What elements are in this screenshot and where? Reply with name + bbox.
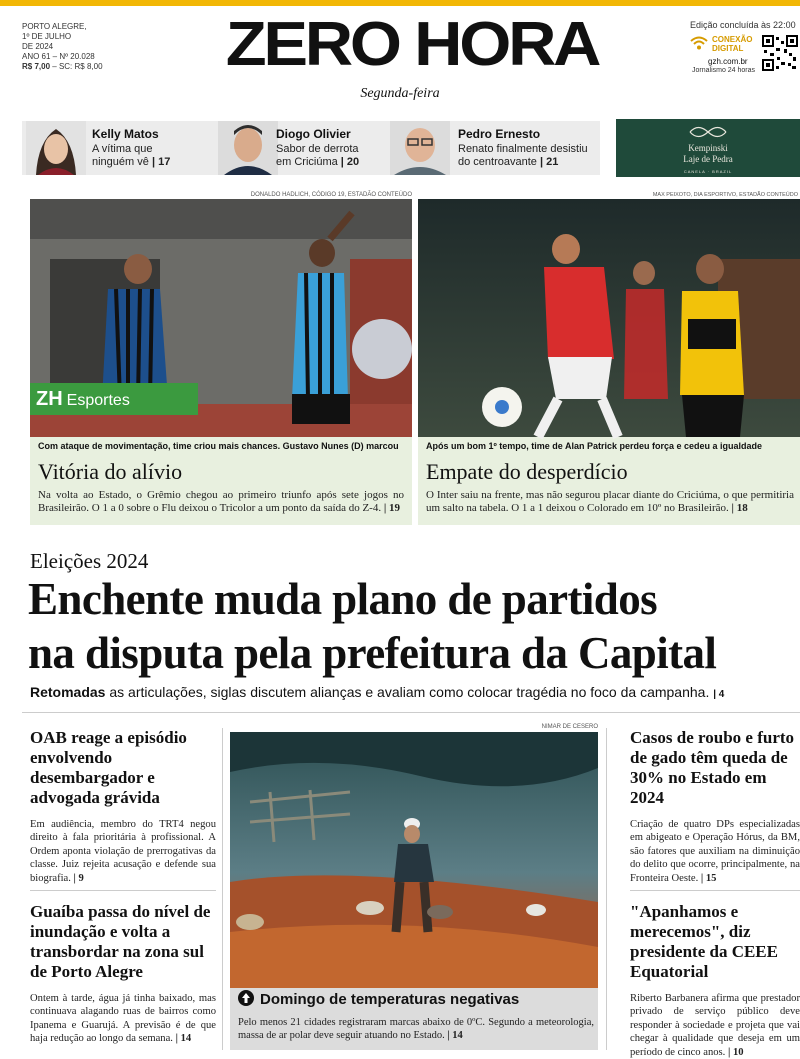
story-ceee[interactable] (630, 902, 800, 1059)
story-text: O Inter saiu na frente, mas não segurou placar diante do Criciúma, o que permitiria um salto na tabela. O 1 a 1 deixou o Colorado em 10º no Brasileirão. (426, 489, 794, 514)
photo-credit-left: DONALDO HADLICH, CÓDIGO 19, ESTADÃO CONTEÚDO (250, 192, 412, 198)
ad-subtitle: CANELA · BRAZIL (683, 169, 733, 174)
edition-info (22, 22, 132, 72)
story-body (38, 489, 404, 515)
teaser-line: ninguém vê (92, 156, 149, 168)
top-accent-bar (0, 0, 800, 6)
headline-line: na disputa pela prefeitura da Capital (28, 628, 717, 678)
photo-story-body (238, 1016, 594, 1042)
columnist-photo-kelly (26, 121, 86, 175)
edition-price: R$ 7,00 (22, 62, 51, 71)
page-ref: | 17 (151, 156, 171, 168)
story-text: Na volta ao Estado, o Grêmio chegou ao primeiro triunfo após sete jogos no Brasileirão. O 1 a 0 sobre o Flu deixou o Tricolor a um ponto da saída do Z-4. (38, 489, 404, 514)
journalism-tagline: Jornalismo 24 horas (692, 67, 756, 74)
zh-esportes-tag[interactable] (30, 383, 198, 415)
main-headline[interactable] (28, 572, 798, 680)
story-title[interactable]: Guaíba passa do nível de inundação e volta a transbordar na zona sul de Porto Alegre (30, 902, 211, 981)
page-ref: | 9 (73, 872, 84, 884)
headline-kicker: Eleições 2024 (30, 549, 149, 573)
page-ref: | 14 (175, 1033, 192, 1045)
edition-closed-time: Edição concluída às 22:00 (690, 20, 796, 30)
connection-line-2: DIGITAL (712, 44, 744, 53)
kempinski-logo-icon (688, 123, 728, 141)
story-text: Riberto Barbanera afirma que prestador privado de serviço público deve responder à sociedade e projeta que vai chegar à qualidade que deseja em um período de cinco anos. (630, 993, 800, 1058)
columnist-teaser-diogo (276, 143, 386, 169)
zh-logo-text: ZH (36, 388, 63, 410)
sports-panel-inter[interactable] (418, 199, 800, 525)
columnist-name-kelly[interactable]: Kelly Matos (92, 127, 159, 141)
inter-match-photo (418, 199, 800, 437)
story-body (426, 489, 794, 515)
page-ref: | 15 (700, 872, 717, 884)
story-cattle-theft[interactable] (630, 728, 800, 885)
photo-caption: Após um bom 1º tempo, time de Alan Patrick perdeu força e cedeu a igualdade (426, 441, 763, 451)
story-body (630, 818, 800, 885)
arrow-up-circle-icon (238, 990, 254, 1006)
story-title[interactable]: "Apanhamos e merecemos", diz presidente da CEEE Equatorial (630, 902, 778, 981)
story-body (30, 992, 216, 1046)
columnist-photo-pedro (390, 121, 450, 175)
columnist-name-diogo[interactable]: Diogo Olivier (276, 127, 351, 141)
ad-line: Laje de Pedra (683, 154, 733, 164)
site-url[interactable]: gzh.com.br (708, 57, 748, 66)
edition-date: 1º DE JULHO (22, 32, 72, 41)
ad-line: Kempinski (688, 143, 728, 153)
edition-city: PORTO ALEGRE, (22, 22, 87, 31)
sports-panel-gremio[interactable] (30, 199, 412, 525)
qr-code-icon[interactable] (762, 35, 798, 71)
photo-title-text: Domingo de temperaturas negativas (260, 991, 520, 1008)
deck-lead: Retomadas (30, 684, 106, 700)
deck-text: as articulações, siglas discutem alianças e avaliam como colocar tragédia no foco da campanha. (105, 684, 710, 700)
story-text: Criação de quatro DPs especializadas em abigeato e Operação Hórus, da BM, são fatores que auxiliam na diminuição do delito que ocorre, principalmente, na Fronteira Oeste. (630, 819, 800, 884)
columnists-strip (22, 121, 600, 175)
headline-line: Enchente muda plano de partidos (28, 574, 658, 624)
section-label: Esportes (66, 392, 130, 409)
page-ref: | 4 (713, 689, 725, 700)
kempinski-ad[interactable] (616, 119, 800, 177)
page-ref: | 21 (539, 156, 559, 168)
divider (22, 712, 800, 713)
story-text: Em audiência, membro do TRT4 negou direito à fala prioritária à profissional. A Ordem aponta violação de prerrogativas da classe. Juiz rejeita acusação e defende sua biografia. (30, 819, 216, 884)
story-title[interactable]: Empate do desperdício (426, 459, 628, 484)
teaser-line: do centroavante (458, 156, 537, 168)
edition-price-sc: – SC: R$ 8,00 (52, 62, 103, 71)
story-title[interactable]: OAB reage a episódio envolvendo desembargador e advogada grávida (30, 728, 187, 807)
story-body (30, 818, 216, 885)
page-ref: | 14 (447, 1030, 463, 1041)
digital-connection-label (712, 35, 752, 53)
headline-deck (30, 684, 800, 700)
wifi-icon (690, 36, 708, 50)
divider (630, 890, 800, 891)
connection-line-1: CONEXÃO (712, 35, 753, 44)
column-divider (222, 728, 223, 1050)
story-title[interactable]: Casos de roubo e furto de gado têm queda de 30% no Estado em 2024 (630, 728, 795, 807)
page-ref: | 20 (340, 156, 360, 168)
story-text: Pelo menos 21 cidades registraram marcas abaixo de 0ºC. Segundo a meteorologia, massa de ar polar deve seguir atuando no Estado. (238, 1017, 594, 1041)
teaser-line: A vítima que (92, 143, 153, 155)
column-divider (606, 728, 607, 1050)
photo-caption-bar (230, 988, 598, 1050)
story-oab[interactable] (30, 728, 216, 885)
photo-story-title[interactable] (238, 990, 519, 1008)
zero-hora-logo[interactable]: ZERO HORA (225, 10, 599, 79)
teaser-line: Sabor de derrota (276, 143, 359, 155)
weekday: Segunda-feira (360, 86, 440, 101)
teaser-line: em Criciúma (276, 156, 338, 168)
story-title[interactable]: Vitória do alívio (38, 459, 183, 484)
story-body (630, 992, 800, 1059)
photo-caption: Com ataque de movimentação, time criou mais chances. Gustavo Nunes (D) marcou (38, 441, 399, 451)
columnist-teaser-kelly (92, 143, 202, 169)
columnist-photo-diogo (218, 121, 278, 175)
page-ref: | 19 (383, 502, 401, 514)
edition-issue: ANO 61 – Nº 20.028 (22, 52, 95, 61)
photo-credit-right: MAX PEIXOTO, DIA ESPORTIVO, ESTADÃO CONTEÚDO (652, 192, 798, 198)
columnist-name-pedro[interactable]: Pedro Ernesto (458, 127, 541, 141)
story-text: Ontem à tarde, água já tinha baixado, mas continuava alagando ruas de bairros como Ipanema e Guarujá. A previsão é de que haja redução ao longo da semana. (30, 993, 216, 1045)
cold-morning-photo[interactable] (230, 732, 598, 988)
columnist-teaser-pedro (458, 143, 608, 169)
page-ref: | 10 (727, 1046, 744, 1058)
divider (30, 890, 216, 891)
page-ref: | 18 (731, 502, 748, 514)
ad-text (616, 143, 800, 165)
story-guaiba[interactable] (30, 902, 216, 1046)
photo-credit-center: NIMAR DE CESERO (541, 724, 598, 730)
teaser-line: Renato finalmente desistiu (458, 143, 588, 155)
edition-year: DE 2024 (22, 42, 54, 51)
